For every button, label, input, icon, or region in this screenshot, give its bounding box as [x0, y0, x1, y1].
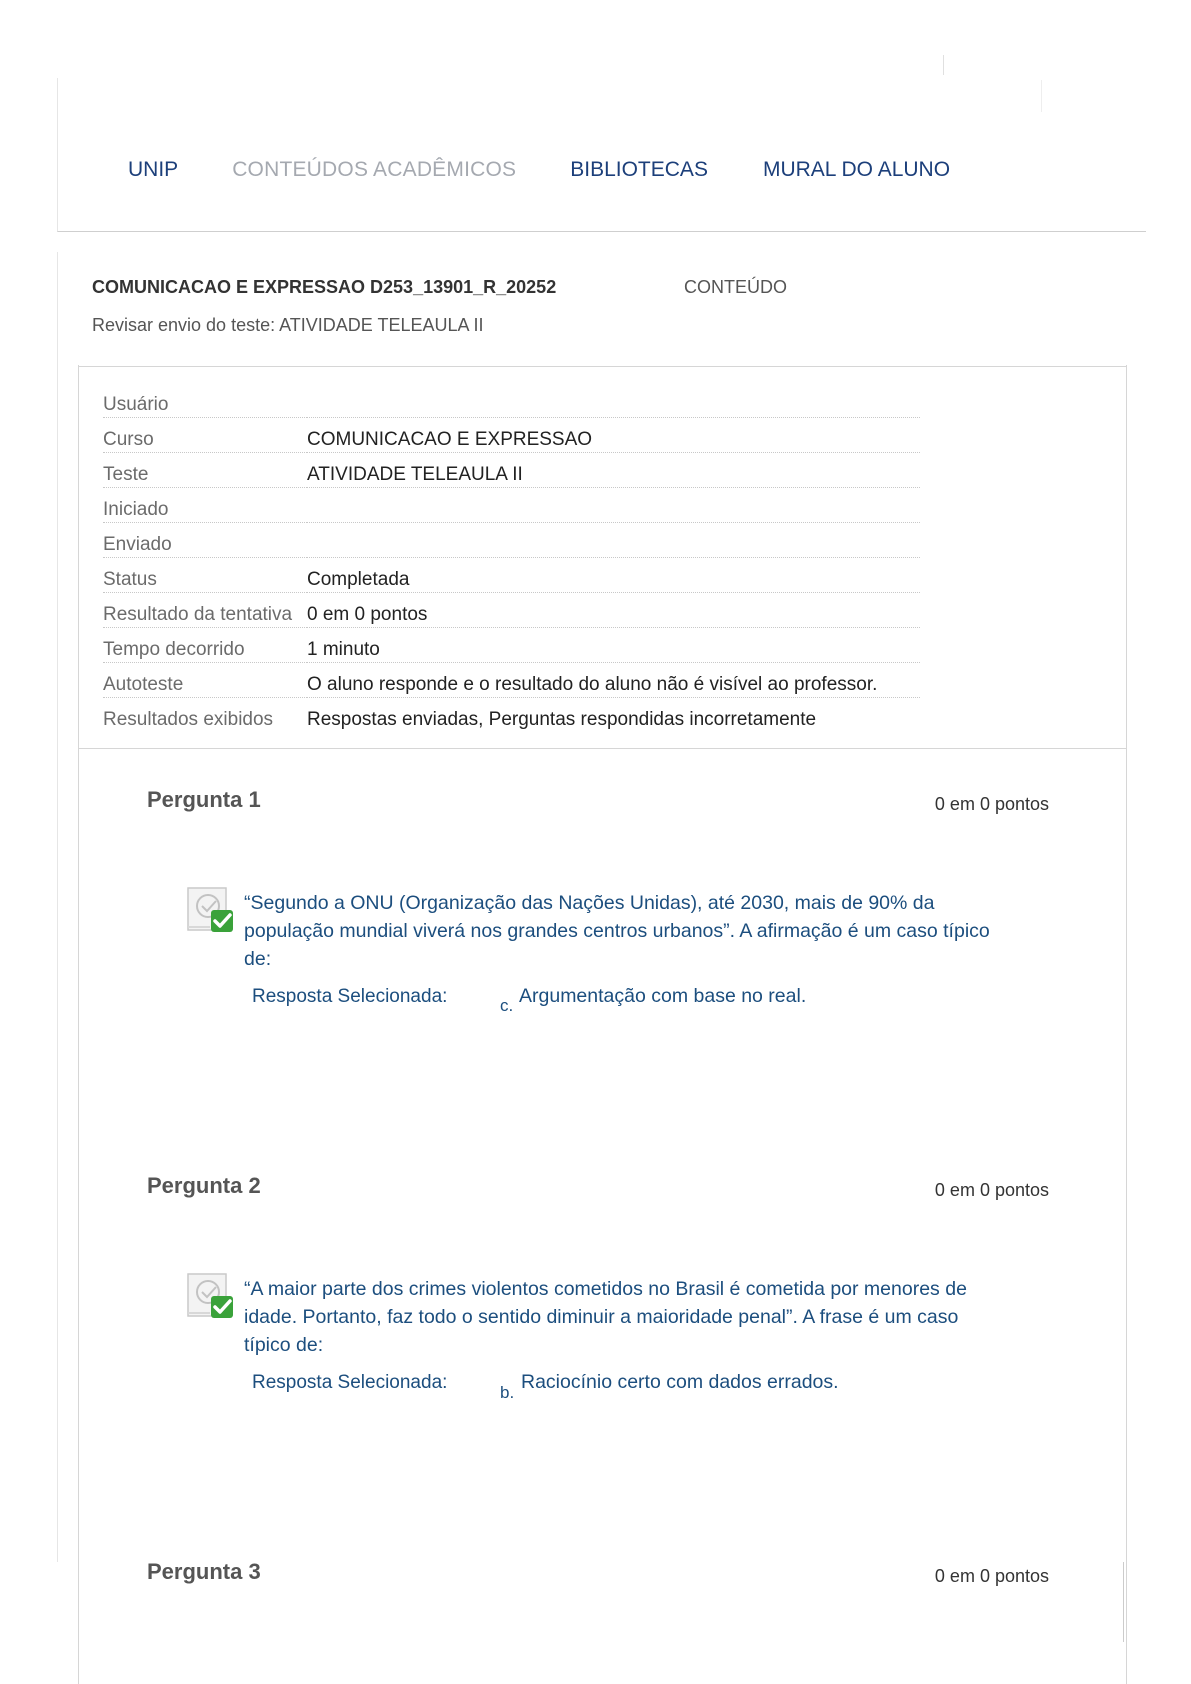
summary-label: Iniciado — [103, 488, 307, 523]
top-nav — [128, 156, 950, 184]
selected-answer-label: Resposta Selecionada: — [252, 1372, 448, 1393]
selected-answer-letter: c. — [500, 996, 514, 1015]
summary-label: Teste — [103, 453, 307, 488]
summary-value — [307, 383, 920, 418]
summary-label: Enviado — [103, 523, 307, 558]
summary-value: 0 em 0 pontos — [307, 593, 920, 628]
summary-label: Resultados exibidos — [103, 709, 274, 730]
summary-value: ATIVIDADE TELEAULA II — [307, 453, 920, 488]
page-border — [57, 252, 58, 1562]
question-title: Pergunta 2 — [147, 1173, 261, 1198]
question-title: Pergunta 1 — [147, 787, 261, 812]
summary-value: 1 minuto — [307, 628, 920, 663]
question-text: “Segundo a ONU (Organização das Nações Unidas), até 2030, mais de 90% da população mundial viverá nos grandes centros urbanos”. A afirmação é um caso típico de: — [244, 892, 990, 970]
nav-item-bibliotecas[interactable]: BIBLIOTECAS — [570, 158, 708, 181]
question-points: 0 em 0 pontos — [934, 1566, 1049, 1586]
selected-answer-text: Argumentação com base no real. — [519, 985, 807, 1007]
summary-row-resultados-exibidos — [103, 698, 920, 733]
summary-label: Curso — [103, 418, 307, 453]
summary-label: Usuário — [103, 383, 307, 418]
summary-row-iniciado — [103, 488, 920, 523]
breadcrumb-course[interactable]: COMUNICACAO E EXPRESSAO D253_13901_R_20252 — [92, 277, 557, 297]
question-points: 0 em 0 pontos — [934, 1180, 1049, 1200]
question-title: Pergunta 3 — [147, 1559, 261, 1584]
summary-value: COMUNICACAO E EXPRESSAO — [307, 418, 920, 453]
nav-item-unip[interactable]: UNIP — [128, 158, 179, 181]
header-divider — [1041, 80, 1042, 112]
nav-item-mural-do-aluno[interactable]: MURAL DO ALUNO — [762, 158, 951, 181]
nav-item-conteudos-academicos[interactable]: CONTEÚDOS ACADÊMICOS — [232, 158, 517, 181]
question-text: “A maior parte dos crimes violentos cometidos no Brasil é cometida por menores de idade. Portanto, faz todo o sentido diminuir a maioridade penal”. A frase é um caso típico de: — [244, 1278, 967, 1356]
summary-value — [307, 488, 920, 523]
summary-row-tempo — [103, 628, 920, 663]
selected-answer-letter: b. — [500, 1383, 515, 1402]
summary-row-status — [103, 558, 920, 593]
summary-row-teste — [103, 453, 920, 488]
selected-answer-text: Raciocínio certo com dados errados. — [521, 1371, 839, 1393]
summary-row-usuario — [103, 383, 920, 418]
summary-row-curso — [103, 418, 920, 453]
summary-label: Status — [103, 558, 307, 593]
header-divider — [943, 55, 944, 75]
summary-label: Resultado da tentativa — [103, 593, 307, 628]
summary-value: Respostas enviadas, Perguntas respondidas incorretamente — [307, 709, 817, 730]
selected-answer-label: Resposta Selecionada: — [252, 986, 448, 1007]
summary-value: O aluno responde e o resultado do aluno não é visível ao professor. — [307, 663, 920, 698]
summary-label: Autoteste — [103, 663, 307, 698]
summary-row-autoteste — [103, 663, 920, 698]
correct-check-icon — [187, 886, 237, 936]
breadcrumb-content-link[interactable]: CONTEÚDO — [684, 277, 787, 297]
page-border — [1123, 1562, 1124, 1642]
summary-row-enviado — [103, 523, 920, 558]
attempt-summary-table — [103, 383, 920, 732]
summary-row-resultado — [103, 593, 920, 628]
header — [57, 78, 1146, 232]
summary-value: Completada — [307, 558, 920, 593]
correct-check-icon — [187, 1272, 237, 1322]
summary-label: Tempo decorrido — [103, 628, 307, 663]
question-points: 0 em 0 pontos — [934, 794, 1049, 814]
page-title: Revisar envio do teste: ATIVIDADE TELEAULA II — [92, 315, 484, 335]
summary-value — [307, 523, 920, 558]
